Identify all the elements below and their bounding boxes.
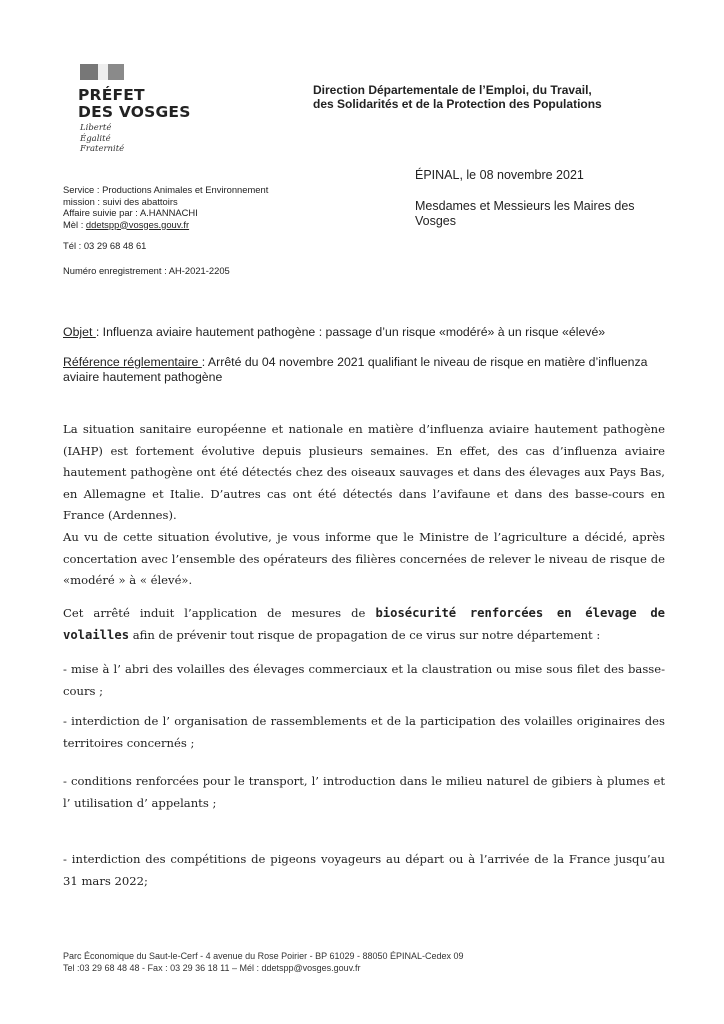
measure-item: - interdiction des compétitions de pigeons voyageurs au départ ou à l’arrivée de la France jusqu’au 31 mars 2022; — [63, 852, 665, 888]
subject-line — [63, 325, 605, 339]
subject-label: Objet — [63, 325, 96, 339]
measure-item: - mise à l’ abri des volailles des élevages commerciaux et la claustration ou mise sous filet des basse-cours ; — [63, 662, 665, 698]
service-name: Service : Productions Animales et Environnement — [63, 184, 269, 195]
reference-text: Arrêté du 04 novembre 2021 qualifiant le niveau de risque en matière d’influenza aviaire hautement pathogène — [63, 355, 648, 384]
service-block — [63, 184, 268, 230]
devise-fraternite: Fraternité — [80, 144, 125, 154]
footer — [63, 950, 464, 974]
service-tel: Tél : 03 29 68 48 61 — [63, 240, 147, 251]
p3-bold: biosécurité renforcées en élevage de volailles — [63, 606, 665, 642]
service-mission: mission : suivi des abattoirs — [63, 195, 178, 207]
footer-address: Parc Économique du Saut-le-Cerf - 4 avenue du Rose Poirier - BP 61029 - 88050 ÉPINAL-Cedex 09 — [63, 951, 464, 961]
measure-item: - interdiction de l’ organisation de rassemblements et de la participation des volailles originaires des territoires concernés ; — [63, 714, 665, 750]
paragraph-2: Au vu de cette situation évolutive, je vous informe que le Ministre de l’agriculture a décidé, après concertation avec l’ensemble des opérateurs des filières concernées de relever le niveau de risque de «modéré » à « élevé». — [63, 530, 665, 587]
reference-label: Référence réglementaire — [63, 355, 202, 369]
subject-text: Influenza aviaire hautement pathogène : passage d’un risque «modéré» à un risque «élevé» — [102, 325, 606, 339]
registration-number: Numéro enregistrement : AH-2021-2205 — [63, 265, 230, 276]
direction-header — [313, 83, 602, 111]
paragraph-3 — [63, 603, 665, 646]
logo-line-1: PRÉFET — [78, 86, 145, 104]
marianne-logo-icon — [80, 64, 124, 80]
subject-sep: : — [95, 325, 103, 339]
prefet-logo-text — [78, 87, 191, 121]
footer-contact: Tel :03 29 68 48 48 - Fax : 03 29 36 18 11 – Mél : ddetspp@vosges.gouv.fr — [63, 963, 361, 973]
service-mel — [63, 219, 268, 231]
p3-end: afin de prévenir tout risque de propagation de ce virus sur notre département : — [129, 627, 601, 642]
reference-line — [63, 355, 663, 385]
p3-start: Cet arrêté induit l’application de mesures de — [63, 606, 376, 620]
devise-liberte: Liberté — [80, 123, 112, 133]
service-affaire: Affaire suivie par : A.HANNACHI — [63, 207, 198, 218]
mel-label: Mèl : — [63, 218, 86, 230]
direction-line-2: des Solidarités et de la Protection des Populations — [313, 97, 602, 111]
devise-egalite: Égalité — [80, 133, 111, 144]
measure-item: - conditions renforcées pour le transport, l’ introduction dans le milieu naturel de gibiers à plumes et l’ utilisation d’ appelants ; — [63, 774, 665, 810]
letter-date: ÉPINAL, le 08 novembre 2021 — [415, 168, 584, 182]
direction-line-1: Direction Départementale de l’Emploi, du Travail, — [313, 83, 592, 97]
logo-line-2: DES VOSGES — [78, 103, 191, 121]
recipient: Mesdames et Messieurs les Maires des Vosges — [415, 199, 635, 228]
reference-sep: : — [201, 355, 208, 369]
mel-link[interactable]: ddetspp@vosges.gouv.fr — [85, 218, 190, 230]
paragraph-1: La situation sanitaire européenne et nationale en matière d’influenza aviaire hautement pathogène (IAHP) est fortement évolutive depuis plusieurs semaines. En effet, des cas d’influenza aviaire hautement pathogène ont été détectés chez des oiseaux sauvages et dans des élevages aux Pays Bas, en Allemagne et Italie. D’autres cas ont été détectés dans l’avifaune et dans des basse-cours en France (Ardennes). — [63, 422, 665, 522]
devise — [80, 123, 124, 155]
